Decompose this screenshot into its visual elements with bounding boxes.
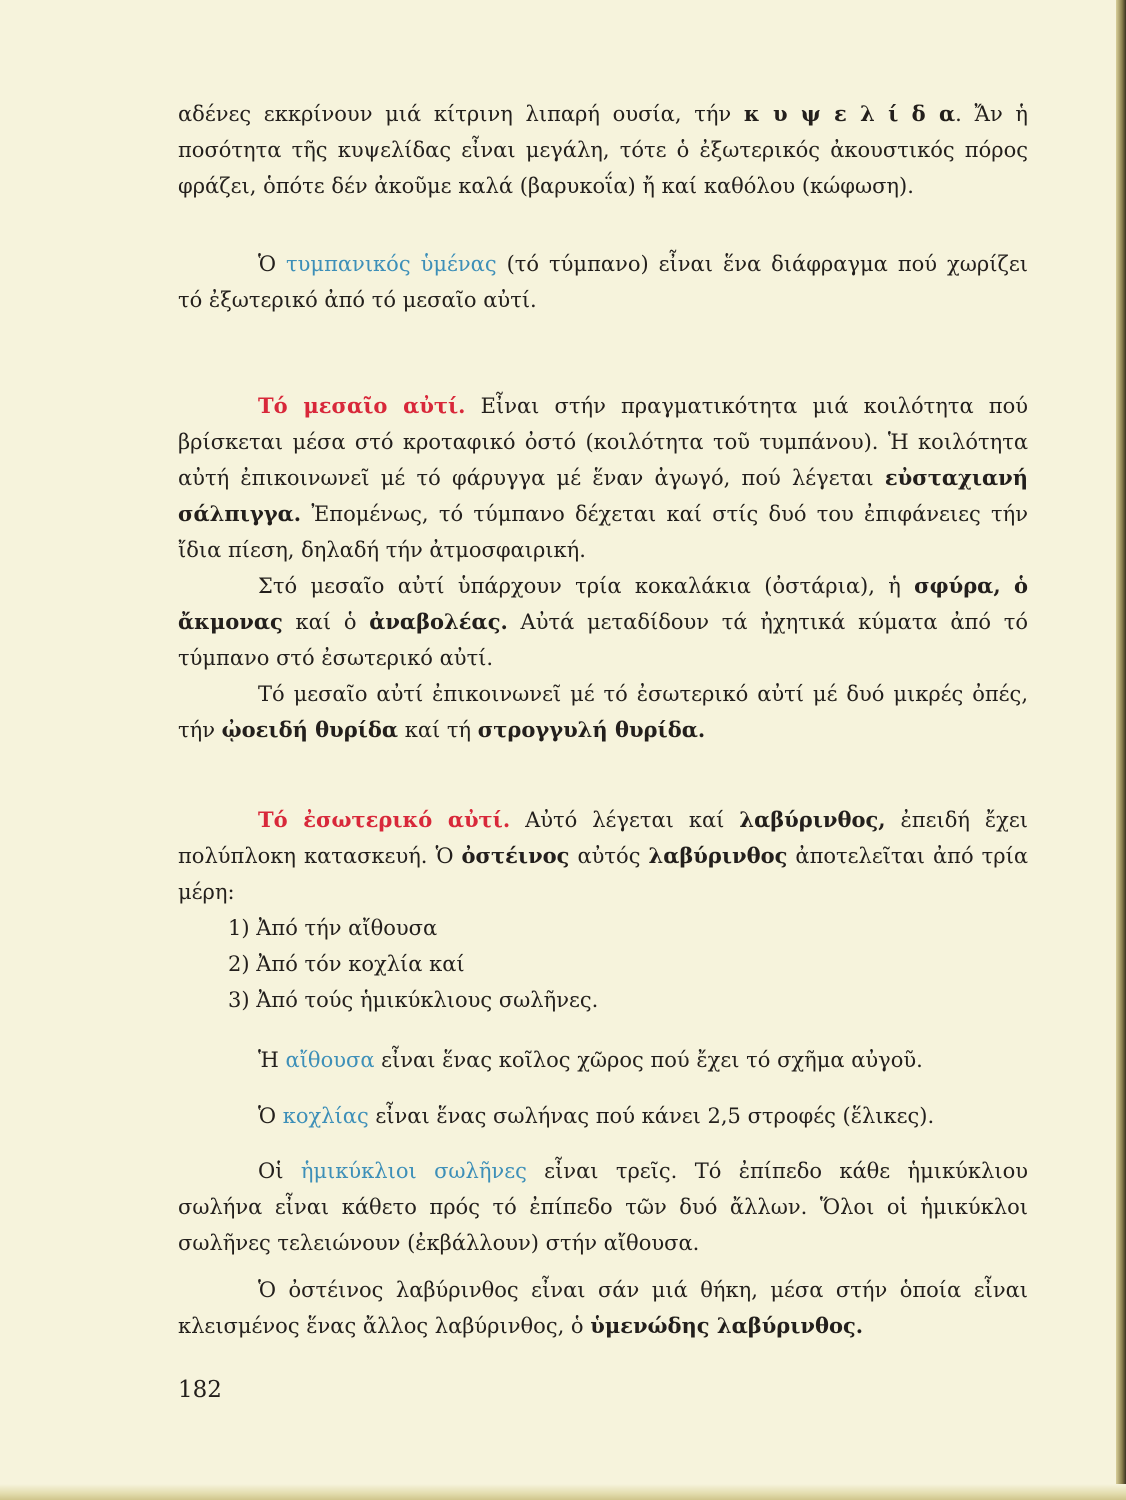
list-item: 2) Ἀπό τόν κοχλία καί [228,952,465,976]
paragraph-membranous-labyrinth: Ὁ ὀστέινος λαβύρινθος εἶναι σάν μιά θήκη, μέσα στήν ὁποία εἶναι κλεισμένος ἕνας ἄλλος λαβύρινθος, ὁ ὑμενώδης λαβύρινθος. [178,1278,1028,1338]
term-round-window: στρογγυλή θυρίδα. [477,717,706,742]
paragraph-ossicles: Στό μεσαῖο αὐτί ὑπάρχουν τρία κοκαλάκια (ὀστάρια), ἡ σφύρα, ὁ ἄκμονας καί ὁ ἀναβολέας. Αὐτά μεταδίδουν τά ἠχητικά κύματα ἀπό τό τύμπανο στό ἐσωτερικό αὐτί. [178,573,1028,670]
term-eardrum: τυμπανικός ὑμένας [286,252,497,276]
list-item: 3) Ἀπό τούς ἡμικύκλιους σωλῆνες. [228,988,599,1012]
heading-middle-ear: Τό μεσαῖο αὐτί. [258,393,466,418]
term-anvil: ὁ ἄκμονας [178,573,1028,634]
page-bottom-edge [0,1484,1126,1500]
term-stirrup: ἀναβολέας. [369,609,508,634]
paragraph-eardrum: Ὁ τυμπανικός ὑμένας (τό τύμπανο) εἶναι ἕνα διάφραγμα πού χωρίζει τό ἐξωτερικό ἀπό τό μεσαῖο αὐτί. [178,252,1028,312]
term-vestibule: αἴθουσα [285,1048,375,1072]
term-oval-window: ᾠοειδή θυρίδα [221,717,399,742]
term-cochlea: κοχλίας [282,1104,369,1128]
section-inner-ear [178,802,1028,1018]
paragraph-semicircular-canals: Οἱ ἡμικύκλιοι σωλῆνες εἶναι τρεῖς. Τό ἐπίπεδο κάθε ἡμικύκλιου σωλήνα εἶναι κάθετο πρός τό ἐπίπεδο τῶν δυό ἄλλων. Ὅλοι οἱ ἡμικύκλοι σωλῆνες τελειώνουν (ἐκβάλλουν) στήν αἴθουσα. [178,1159,1028,1255]
term-hammer: σφύρα, [914,573,1001,598]
list-item: 1) Ἀπό τήν αἴθουσα [228,916,438,940]
term-labyrinth-2: λαβύρινθος [648,843,788,868]
page-number: 182 [178,1377,222,1403]
paragraph-windows: Τό μεσαῖο αὐτί ἐπικοινωνεῖ μέ τό ἐσωτερικό αὐτί μέ δυό μικρές ὀπές, τήν ᾠοειδή θυρίδα καί τή στρογγυλή θυρίδα. [178,682,1028,742]
term-earwax: κ υ ψ ε λ ί δ α [743,101,956,126]
term-labyrinth: λαβύρινθος, [739,807,886,832]
section-middle-ear [178,388,1028,748]
paragraph-middle-ear: Τό μεσαῖο αὐτί. Εἶναι στήν πραγματικότητα μιά κοιλότητα πού βρίσκεται μέσα στό κροταφικό ὀστό (κοιλότητα τοῦ τυμπάνου). Ἡ κοιλότητα αὐτή ἐπικοινωνεῖ μέ τό φάρυγγα μέ ἕναν ἀγωγό, πού λέγεται εὐσταχιανή σάλπιγγα. Ἐπομένως, τό τύμπανο δέχεται καί στίς δυό του ἐπιφάνειες τήν ἴδια πίεση, δηλαδή τήν ἀτμοσφαιρική. [178,393,1028,562]
paragraph-cochlea: Ὁ κοχλίας εἶναι ἕνας σωλήνας πού κάνει 2,5 στροφές (ἕλικες). [258,1104,935,1128]
page-binding-edge [1116,0,1126,1500]
paragraph-inner-ear: Τό ἐσωτερικό αὐτί. Αὐτό λέγεται καί λαβύρινθος, ἐπειδή ἔχει πολύπλοκη κατασκευή. Ὁ ὀστέινος αὐτός λαβύρινθος ἀποτελεῖται ἀπό τρία μέρη: [178,807,1028,904]
term-bony: ὀστέινος [461,843,570,868]
term-eustachian-tube: εὐσταχιανή σάλπιγγα. [178,465,1028,526]
term-membranous-labyrinth: ὑμενώδης λαβύρινθος. [590,1313,864,1338]
term-semicircular-canals: ἡμικύκλιοι σωλῆνες [300,1159,527,1183]
paragraph-earwax: αδένες εκκρίνουν μιά κίτρινη λιπαρή ουσία, τήν κ υ ψ ε λ ί δ α. Ἄν ἡ ποσότητα τῆς κυψελίδας εἶναι μεγάλη, τότε ὁ ἐξωτερικός ἀκουστικός πόρος φράζει, ὁπότε δέν ἀκοῦμε καλά (βαρυκοΐα) ἤ καί καθόλου (κώφωση). [178,101,1028,198]
heading-inner-ear: Τό ἐσωτερικό αὐτί. [258,807,511,832]
paragraph-vestibule: Ἡ αἴθουσα εἶναι ἕνας κοῖλος χῶρος πού ἔχει τό σχῆμα αὐγοῦ. [258,1048,923,1072]
